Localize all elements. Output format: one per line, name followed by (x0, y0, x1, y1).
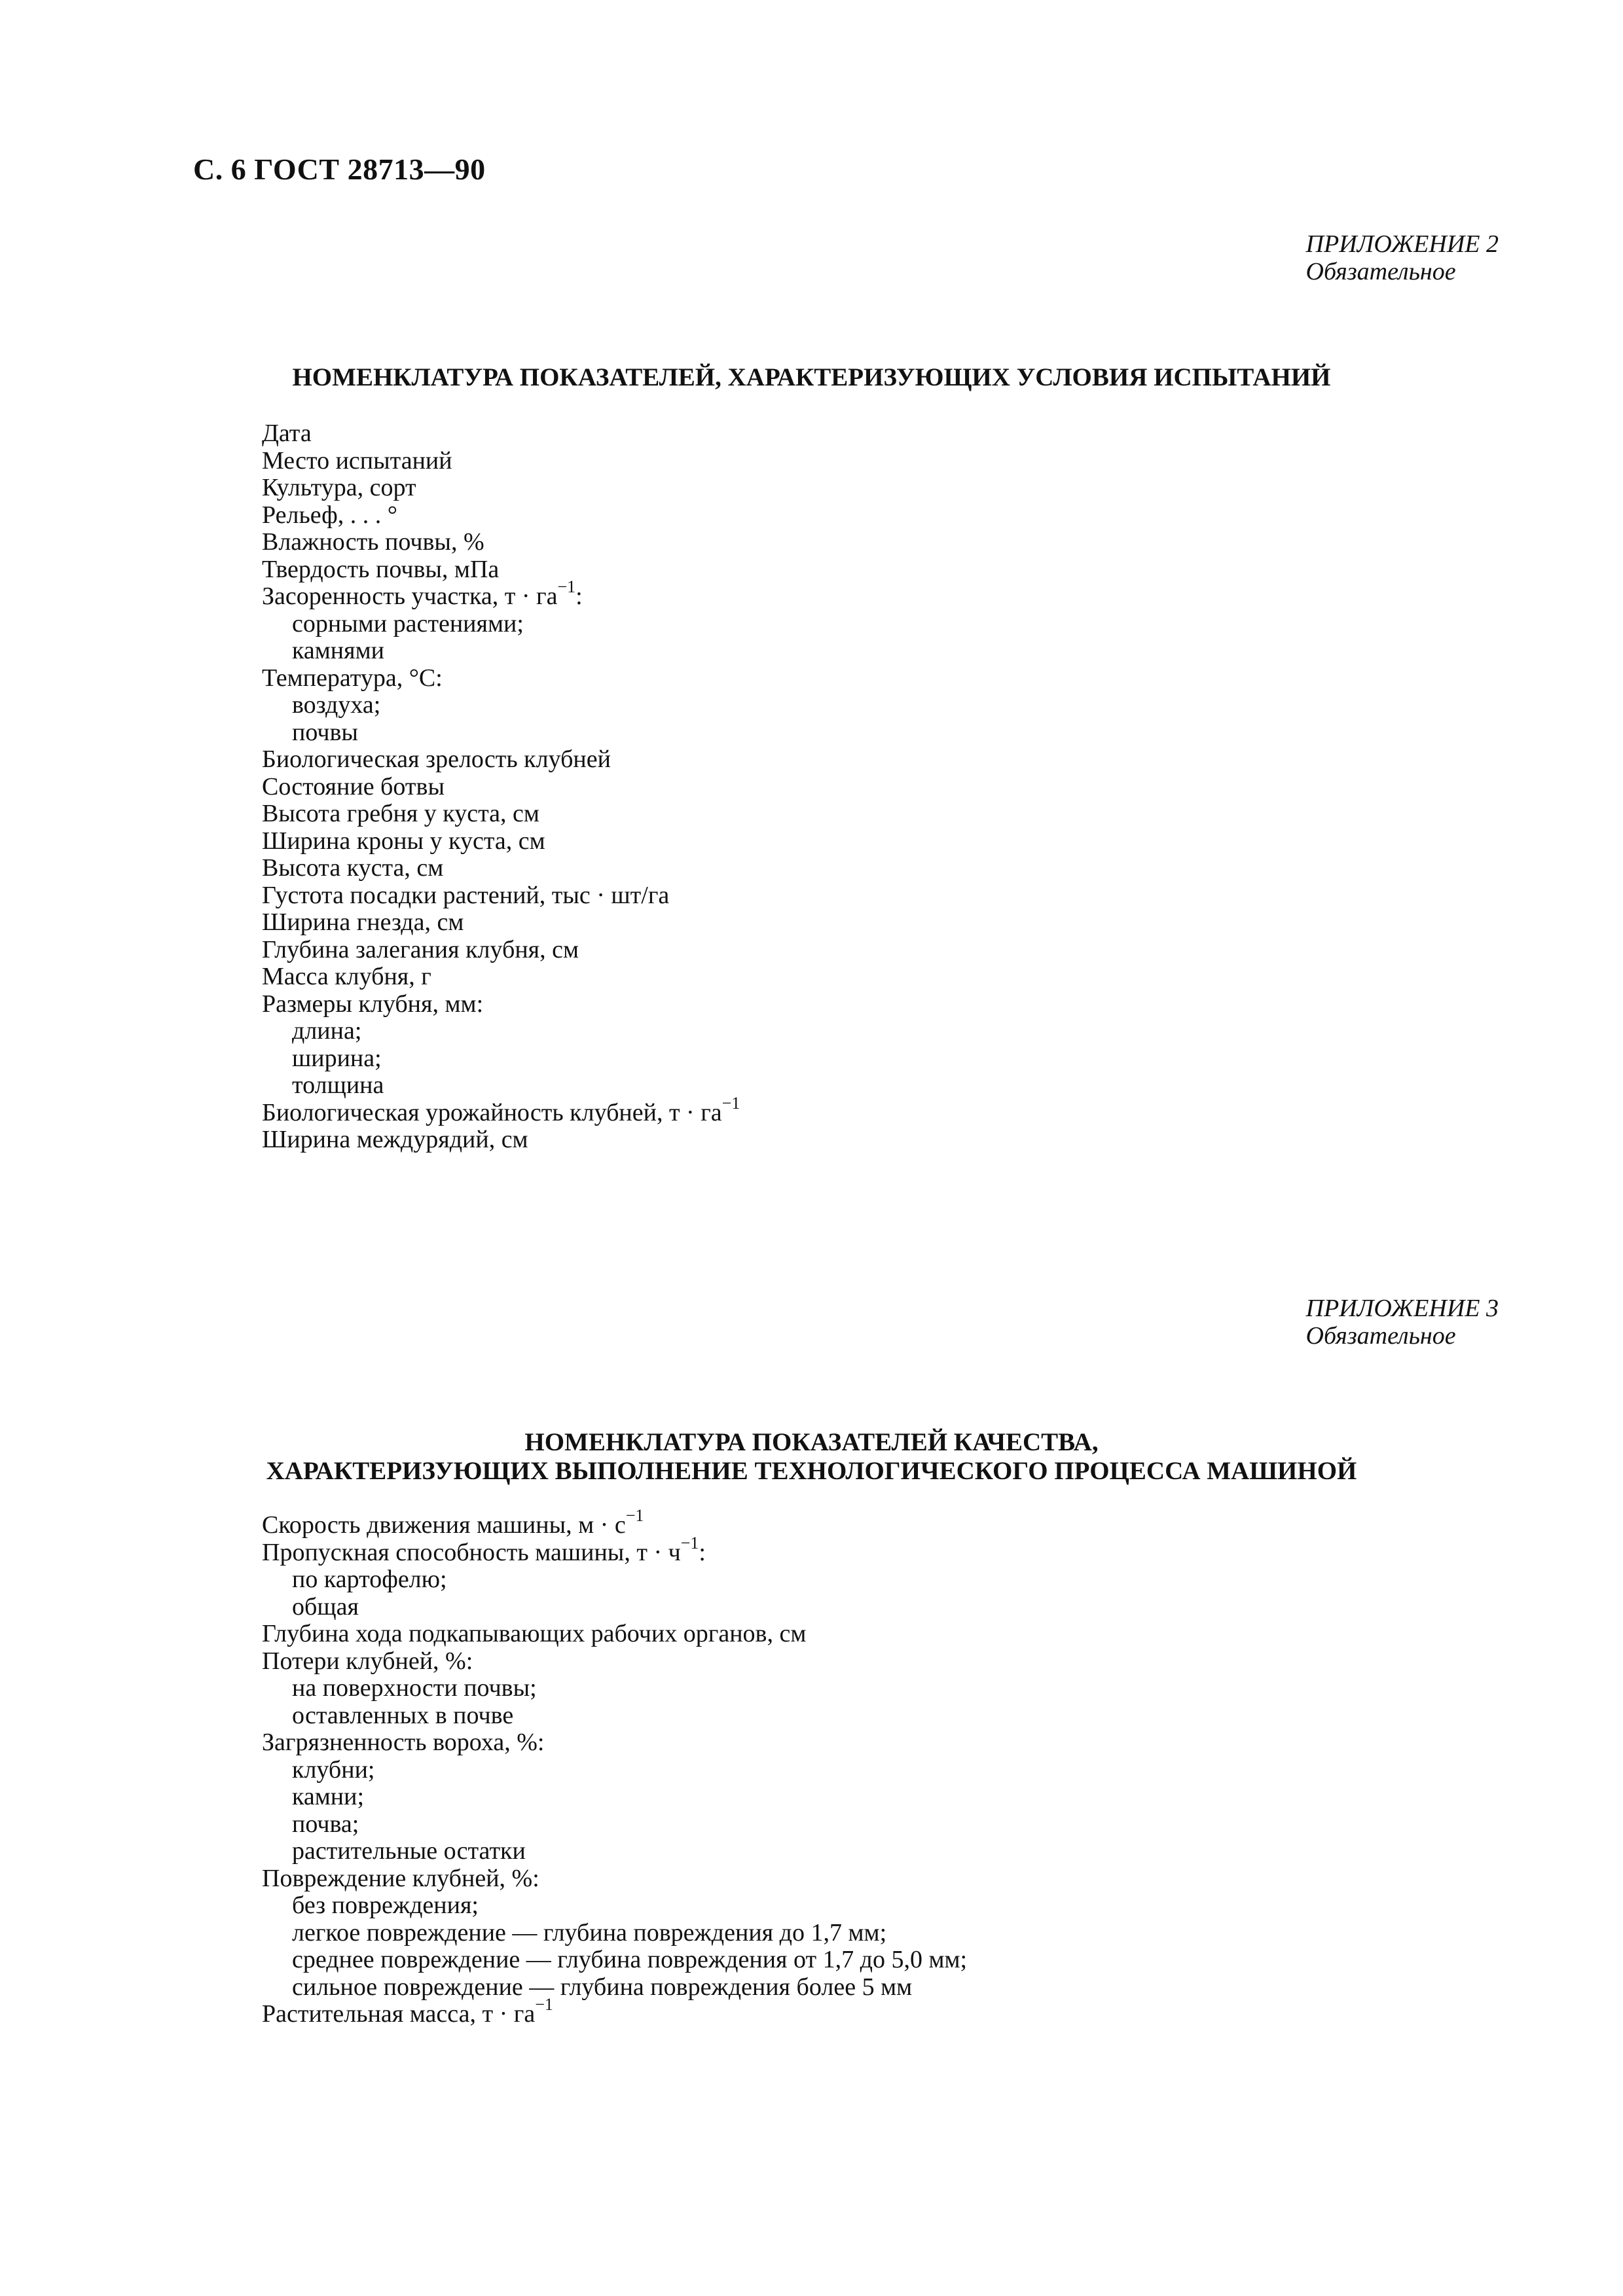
list-item (262, 937, 740, 964)
item-text: толщина (292, 1071, 384, 1099)
appendix-3-label (1306, 1295, 1499, 1350)
item-text: общая (292, 1592, 359, 1621)
item-text: Пропускная способность машины, т · ч (262, 1538, 681, 1566)
item-text: Глубина залегания клубня, см (262, 935, 579, 963)
item-text: Ширина междурядий, см (262, 1126, 528, 1153)
conditions-list (262, 420, 740, 1154)
list-item (262, 828, 740, 855)
item-text: камни; (292, 1783, 365, 1810)
list-item (262, 1506, 967, 1539)
list-item (262, 556, 740, 584)
list-subitem (262, 1045, 740, 1073)
item-text: Засоренность участка, т · га (262, 583, 558, 610)
list-subitem (262, 1892, 967, 1920)
item-suffix: : (699, 1538, 706, 1566)
item-text: Густота посадки растений, тыс · шт/га (262, 881, 670, 909)
appendix-number: ПРИЛОЖЕНИЕ 2 (1305, 230, 1499, 258)
item-exponent: −1 (557, 577, 576, 597)
list-item (262, 1533, 967, 1567)
item-text: Ширина кроны у куста, см (262, 827, 545, 855)
list-subitem (262, 692, 740, 719)
item-text: клубни; (292, 1755, 375, 1784)
item-text: Масса клубня, г (262, 963, 431, 990)
list-subitem (262, 1594, 967, 1621)
appendix-kind: Обязательное (1305, 1322, 1456, 1350)
item-text: Повреждение клубней, %: (262, 1864, 539, 1892)
list-subitem (262, 611, 740, 638)
item-text: на поверхности почвы; (292, 1674, 537, 1702)
list-item (262, 1093, 740, 1127)
item-exponent: −1 (625, 1506, 644, 1526)
item-text: Растительная масса, т · га (262, 2000, 536, 2028)
item-text: Рельеф, . . . ° (262, 501, 397, 529)
page-header: С. 6 ГОСТ 28713—90 (193, 152, 486, 186)
list-item (262, 991, 740, 1018)
list-subitem (262, 637, 740, 665)
item-text: Ширина гнезда, см (262, 908, 464, 936)
list-subitem (262, 1811, 967, 1839)
list-item (262, 475, 740, 502)
item-text: по картофелю; (292, 1566, 447, 1593)
item-exponent: −1 (535, 1995, 553, 2015)
list-subitem (262, 1072, 740, 1100)
list-item (262, 746, 740, 774)
item-suffix: : (575, 583, 583, 610)
item-text: почва; (292, 1810, 359, 1838)
list-item (262, 1865, 967, 1893)
list-item (262, 963, 740, 991)
list-subitem (262, 1675, 967, 1702)
item-text: легкое повреждение — глубина повреждения до 1,7 мм; (292, 1918, 887, 1946)
item-text: Твердость почвы, мПа (262, 555, 500, 583)
item-text: Высота куста, см (262, 854, 444, 882)
list-subitem (262, 1566, 967, 1594)
list-item (262, 909, 740, 937)
section-title-line: ХАРАКТЕРИЗУЮЩИХ ВЫПОЛНЕНИЕ ТЕХНОЛОГИЧЕСКОГО ПРОЦЕССА МАШИНОЙ (266, 1457, 1357, 1485)
list-item (262, 800, 740, 828)
item-text: среднее повреждение — глубина повреждения от 1,7 до 5,0 мм; (292, 1946, 968, 1973)
section-title-conditions (0, 363, 1623, 392)
list-item (262, 420, 740, 448)
item-text: Культура, сорт (262, 474, 416, 501)
appendix-2-label (1306, 230, 1499, 285)
list-item (262, 502, 740, 529)
item-text: Состояние ботвы (262, 772, 445, 800)
item-text: воздуха; (292, 691, 381, 719)
appendix-kind: Обязательное (1305, 258, 1456, 285)
list-item (262, 665, 740, 692)
item-text: растительные остатки (292, 1837, 526, 1865)
list-item (262, 774, 740, 801)
list-item (262, 1621, 967, 1648)
list-subitem (262, 1702, 967, 1730)
list-item (262, 855, 740, 882)
item-text: Размеры клубня, мм: (262, 990, 484, 1018)
item-text: Глубина хода подкапывающих рабочих органов, см (262, 1620, 807, 1647)
list-subitem (262, 1784, 967, 1811)
item-text: Температура, °С: (262, 664, 443, 692)
list-item (262, 1648, 967, 1676)
list-subitem (262, 1946, 967, 1974)
item-text: камнями (292, 637, 384, 664)
item-text: Влажность почвы, % (262, 528, 484, 556)
item-text: сильное повреждение — глубина повреждения более 5 мм (292, 1973, 913, 2001)
list-item (262, 448, 740, 475)
item-text: без повреждения; (292, 1892, 479, 1919)
list-item (262, 577, 740, 611)
list-item (262, 882, 740, 910)
section-title-line: НОМЕНКЛАТУРА ПОКАЗАТЕЛЕЙ КАЧЕСТВА, (524, 1428, 1099, 1456)
list-subitem (262, 719, 740, 747)
list-item (262, 1729, 967, 1757)
item-text: Скорость движения машины, м · с (262, 1511, 626, 1539)
item-exponent: −1 (680, 1533, 699, 1552)
item-text: Биологическая урожайность клубней, т · га (262, 1098, 722, 1126)
item-text: длина; (292, 1017, 362, 1045)
item-text: ширина; (292, 1044, 382, 1072)
item-text: Дата (262, 420, 312, 447)
quality-list (262, 1506, 968, 2028)
section-title-line: НОМЕНКЛАТУРА ПОКАЗАТЕЛЕЙ, ХАРАКТЕРИЗУЮЩИХ УСЛОВИЯ ИСПЫТАНИЙ (292, 363, 1331, 391)
list-subitem (262, 1757, 967, 1784)
appendix-number: ПРИЛОЖЕНИЕ 3 (1305, 1295, 1499, 1322)
list-item (262, 529, 740, 556)
item-text: сорными растениями; (292, 609, 524, 637)
section-title-quality (0, 1428, 1623, 1486)
item-text: Потери клубней, %: (262, 1647, 473, 1675)
list-subitem (262, 1920, 967, 1947)
item-text: почвы (292, 718, 358, 746)
list-subitem (262, 1974, 967, 2001)
list-subitem (262, 1838, 967, 1865)
list-item (262, 1995, 967, 2028)
list-subitem (262, 1018, 740, 1045)
item-text: Место испытаний (262, 446, 452, 475)
item-text: Высота гребня у куста, см (262, 800, 539, 827)
item-text: Биологическая зрелость клубней (262, 745, 611, 773)
item-text: Загрязненность вороха, %: (262, 1729, 545, 1756)
item-exponent: −1 (721, 1093, 740, 1113)
list-item (262, 1126, 740, 1154)
item-text: оставленных в почве (292, 1701, 514, 1729)
